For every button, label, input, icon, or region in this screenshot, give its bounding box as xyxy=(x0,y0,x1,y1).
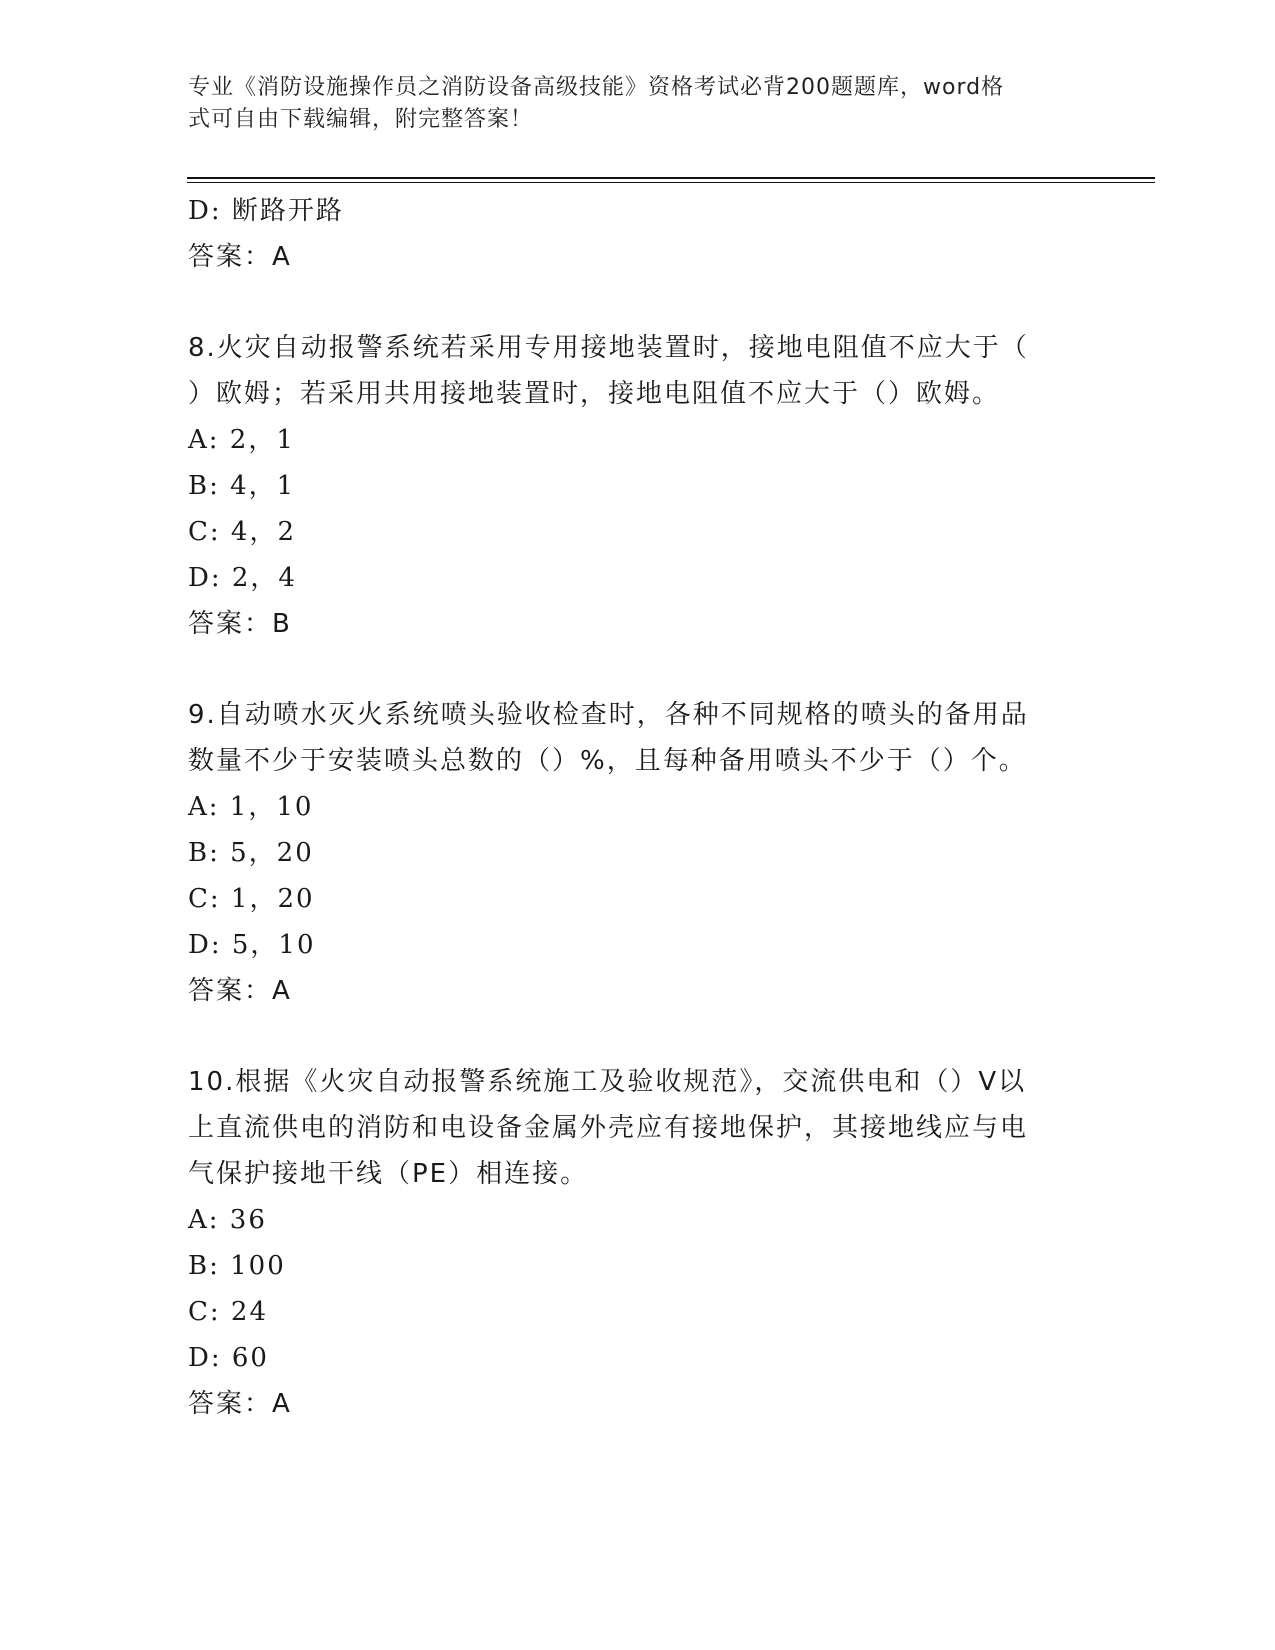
spacer xyxy=(188,1014,1088,1059)
header-line-1: 专业《消防设施操作员之消防设备高级技能》资格考试必背200题题库，word格 xyxy=(188,75,1005,100)
question-text-line: 9.自动喷水灭火系统喷头验收检查时，各种不同规格的喷头的备用品 xyxy=(188,700,1029,730)
option-d: D: 2，4 xyxy=(188,563,297,593)
question-text-line: 10.根据《火灾自动报警系统施工及验收规范》，交流供电和（）V以 xyxy=(188,1067,1027,1097)
option-a: A: 2，1 xyxy=(188,425,295,455)
header-line-2: 式可自由下载编辑，附完整答案！ xyxy=(188,107,534,132)
option-b: B: 5，20 xyxy=(188,838,314,868)
question-block xyxy=(188,325,1088,647)
option-c: C: 1，20 xyxy=(188,884,315,914)
spacer xyxy=(188,280,1088,325)
prev-answer: 答案：A xyxy=(188,242,292,272)
question-text-line: 数量不少于安装喷头总数的（）%，且每种备用喷头不少于（）个。 xyxy=(188,746,1027,776)
option-d: D: 60 xyxy=(188,1343,269,1373)
answer: 答案：A xyxy=(188,1389,292,1419)
question-text-line: 气保护接地干线（PE）相连接。 xyxy=(188,1159,589,1189)
document-header xyxy=(188,72,1068,136)
option-a: A: 1，10 xyxy=(188,792,314,822)
header-rule-thick xyxy=(187,177,1155,179)
question-text-line: 8.火灾自动报警系统若采用专用接地装置时，接地电阻值不应大于（ xyxy=(188,333,1029,363)
spacer xyxy=(188,647,1088,692)
option-a: A: 36 xyxy=(188,1205,267,1235)
prev-option-d: D: 断路开路 xyxy=(188,196,344,226)
header-rule-thin xyxy=(187,182,1155,183)
option-c: C: 4，2 xyxy=(188,517,297,547)
option-b: B: 4，1 xyxy=(188,471,296,501)
option-d: D: 5，10 xyxy=(188,930,316,960)
answer: 答案：B xyxy=(188,609,292,639)
option-b: B: 100 xyxy=(188,1251,286,1281)
answer: 答案：A xyxy=(188,976,292,1006)
question-text-line: ）欧姆；若采用共用接地装置时，接地电阻值不应大于（）欧姆。 xyxy=(188,379,1001,409)
question-content xyxy=(188,188,1088,1427)
question-block xyxy=(188,692,1088,1014)
question-text-line: 上直流供电的消防和电设备金属外壳应有接地保护，其接地线应与电 xyxy=(188,1113,1029,1143)
question-block xyxy=(188,1059,1088,1427)
option-c: C: 24 xyxy=(188,1297,269,1327)
